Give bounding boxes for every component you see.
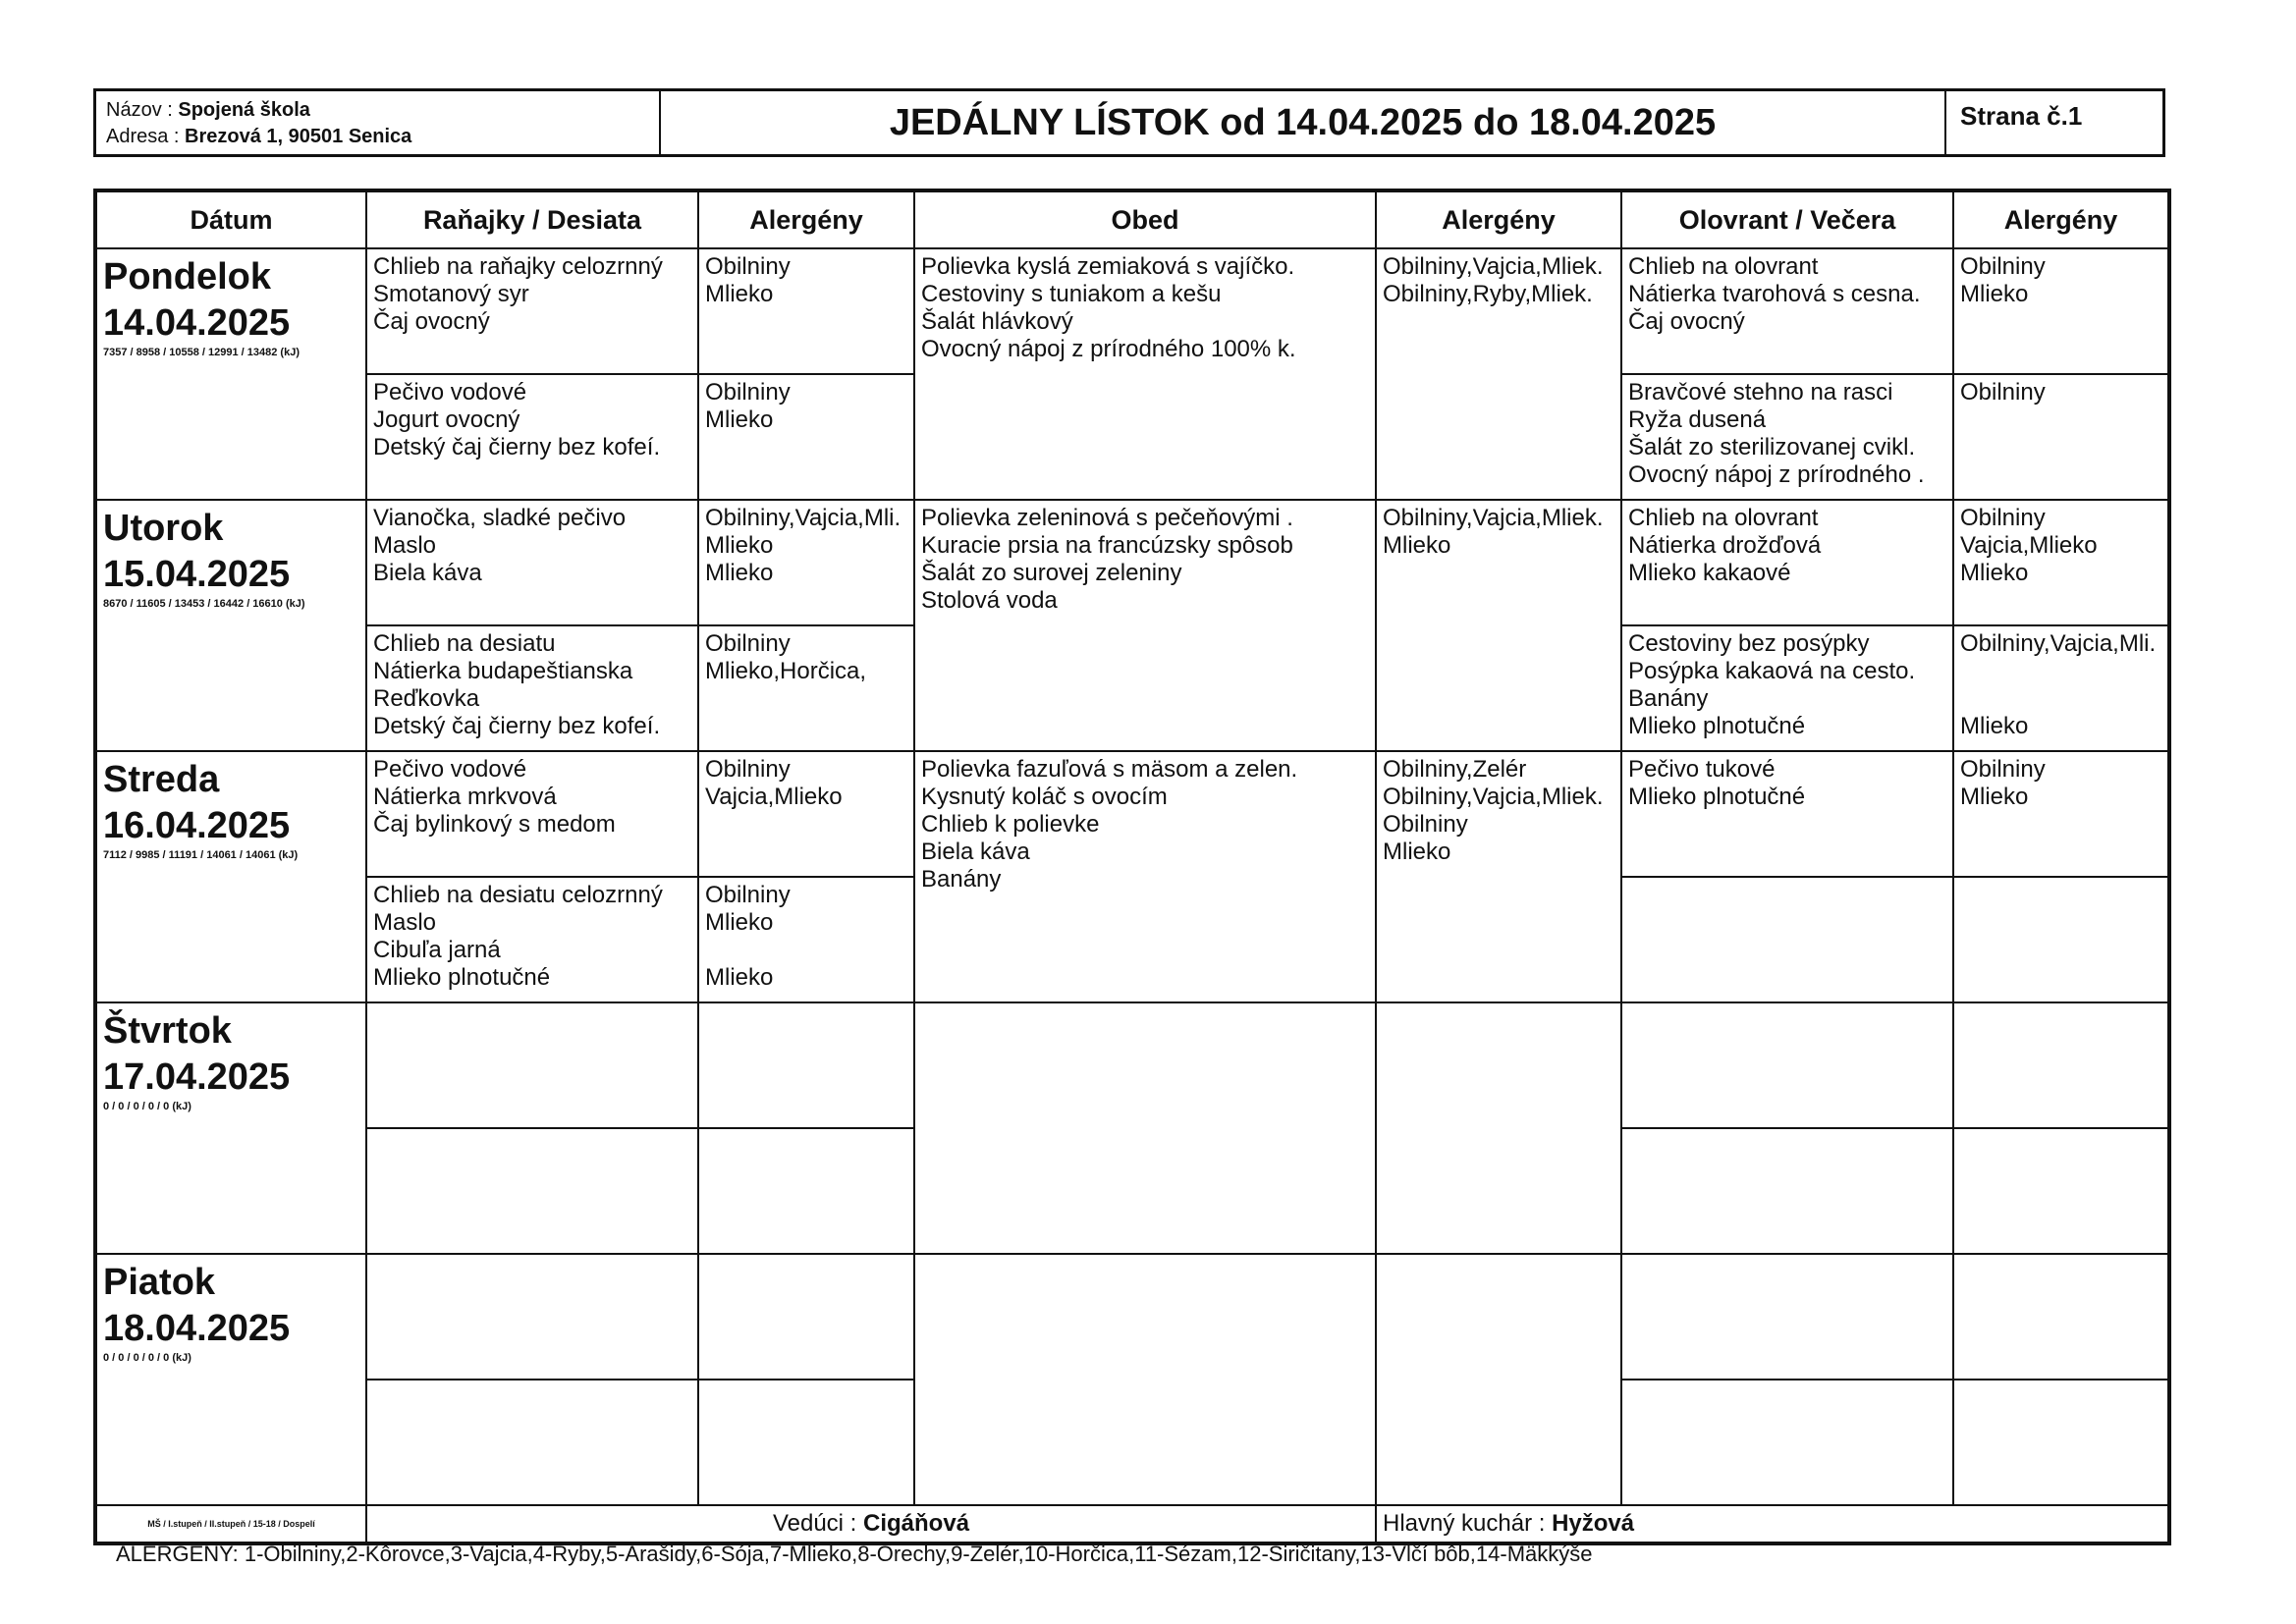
allergen-text: Mlieko	[705, 560, 774, 586]
menu-item: Detský čaj čierny bez kofeí.	[373, 434, 661, 460]
snack-allergens-cell	[1953, 625, 2169, 751]
breakfast-cell	[366, 500, 698, 625]
allergen-text: Mlieko	[705, 406, 774, 433]
name-label: Názov :	[106, 99, 173, 121]
menu-item: Šalát zo surovej zeleniny	[921, 560, 1182, 586]
snack-cell	[1621, 1380, 1953, 1505]
day-cell	[95, 1002, 366, 1254]
manager-name: Cigáňová	[863, 1510, 970, 1537]
menu-item: Chlieb na desiatu	[373, 630, 556, 657]
breakfast-allergens-cell	[698, 248, 914, 374]
snack-cell	[1621, 374, 1953, 500]
allergen-text: Mlieko	[1383, 839, 1451, 865]
day-date: 14.04.2025	[103, 302, 291, 344]
allergen-text: Obilniny	[1960, 379, 2046, 406]
lunch-cell	[914, 1254, 1376, 1505]
footer-row	[95, 1505, 2169, 1543]
lunch-cell	[914, 500, 1376, 751]
day-cell	[95, 248, 366, 500]
menu-item: Cibuľa jarná	[373, 937, 501, 963]
day-date: 16.04.2025	[103, 805, 291, 846]
snack-cell	[1621, 500, 1953, 625]
lunch-allergens-cell	[1376, 248, 1621, 500]
allergen-text	[1960, 685, 2161, 713]
snack-cell	[1621, 751, 1953, 877]
menu-item: Polievka fazuľová s mäsom a zelen.	[921, 756, 1298, 783]
menu-item: Vianočka, sladké pečivo	[373, 505, 627, 531]
col-date: Dátum	[95, 190, 366, 248]
allergen-text: Mlieko	[1960, 784, 2029, 810]
day-row	[95, 1002, 2169, 1128]
allergen-text: Mlieko	[705, 532, 774, 559]
menu-item: Mlieko plnotučné	[1628, 784, 1806, 810]
allergen-text: Mlieko	[1960, 560, 2029, 586]
day-energy: 8670 / 11605 / 13453 / 16442 / 16610 (kJ)	[103, 598, 305, 610]
allergen-text: Mlieko	[1960, 281, 2029, 307]
breakfast-allergens-cell	[698, 625, 914, 751]
menu-item: Chlieb na olovrant	[1628, 505, 1819, 531]
menu-item: Detský čaj čierny bez kofeí.	[373, 713, 661, 739]
day-name: Piatok	[103, 1262, 216, 1303]
snack-cell	[1621, 248, 1953, 374]
menu-item: Maslo	[373, 909, 437, 936]
snack-allergens-cell	[1953, 500, 2169, 625]
allergen-text: Obilniny,Vajcia,Mliek.	[1383, 505, 1604, 531]
allergen-text: Obilniny	[705, 630, 791, 657]
breakfast-cell	[366, 1254, 698, 1380]
breakfast-allergens-cell	[698, 500, 914, 625]
allergen-text: Obilniny,Vajcia,Mliek.	[1383, 784, 1604, 810]
menu-item: Kuracie prsia na francúzsky spôsob	[921, 532, 1293, 559]
allergen-text: Obilniny,Zelér	[1383, 756, 1527, 783]
menu-item: Reďkovka	[373, 685, 480, 712]
snack-allergens-cell	[1953, 877, 2169, 1002]
day-energy: 0 / 0 / 0 / 0 / 0 (kJ)	[103, 1352, 191, 1364]
col-allergens-2: Alergény	[1376, 190, 1621, 248]
snack-cell	[1621, 877, 1953, 1002]
menu-item: Ryža dusená	[1628, 406, 1767, 433]
address-label: Adresa :	[106, 126, 180, 147]
allergen-text: Obilniny	[705, 379, 791, 406]
allergen-text: Obilniny	[705, 756, 791, 783]
chef-name: Hyžová	[1552, 1510, 1635, 1537]
allergen-text: Obilniny,Ryby,Mliek.	[1383, 281, 1593, 307]
groups-note: MŠ / I.stupeň / II.stupeň / 15-18 / Dospelí	[95, 1505, 366, 1543]
menu-item: Biela káva	[373, 560, 482, 586]
breakfast-cell	[366, 248, 698, 374]
day-name: Utorok	[103, 508, 224, 549]
allergen-text: Obilniny	[1383, 811, 1468, 838]
school-info	[96, 91, 661, 154]
page-number: Strana č.1	[1960, 101, 2083, 131]
chef-cell	[1376, 1505, 2169, 1543]
menu-item: Nátierka mrkvová	[373, 784, 557, 810]
menu-item: Jogurt ovocný	[373, 406, 520, 433]
menu-item: Pečivo vodové	[373, 756, 527, 783]
manager-cell	[366, 1505, 1376, 1543]
allergen-text: Mlieko,Horčica,	[705, 658, 867, 684]
allergen-text	[705, 937, 907, 964]
menu-item: Šalát hlávkový	[921, 308, 1073, 335]
page-title: JEDÁLNY LÍSTOK od 14.04.2025 do 18.04.2025	[661, 91, 1946, 154]
breakfast-allergens-cell	[698, 1254, 914, 1380]
menu-item: Cestoviny bez posýpky	[1628, 630, 1870, 657]
snack-allergens-cell	[1953, 248, 2169, 374]
breakfast-allergens-cell	[698, 1380, 914, 1505]
day-energy: 7112 / 9985 / 11191 / 14061 / 14061 (kJ)	[103, 849, 299, 861]
allergen-text: Obilniny,Vajcia,Mliek.	[1383, 253, 1604, 280]
day-energy: 7357 / 8958 / 10558 / 12991 / 13482 (kJ)	[103, 347, 300, 358]
day-cell	[95, 751, 366, 1002]
day-cell	[95, 500, 366, 751]
menu-item: Ovocný nápoj z prírodného .	[1628, 461, 1925, 488]
menu-item: Mlieko plnotučné	[1628, 713, 1806, 739]
menu-item: Ovocný nápoj z prírodného 100% k.	[921, 336, 1296, 362]
snack-allergens-cell	[1953, 1128, 2169, 1254]
breakfast-cell	[366, 877, 698, 1002]
day-name: Streda	[103, 759, 220, 800]
allergen-text: Mlieko	[705, 909, 774, 936]
col-allergens-1: Alergény	[698, 190, 914, 248]
allergen-text	[1960, 658, 2161, 685]
allergen-text: Mlieko	[705, 281, 774, 307]
menu-item: Biela káva	[921, 839, 1030, 865]
breakfast-allergens-cell	[698, 374, 914, 500]
menu-item: Mlieko kakaové	[1628, 560, 1791, 586]
snack-allergens-cell	[1953, 751, 2169, 877]
allergen-legend: ALERGÉNY: 1-Obilniny,2-Kôrovce,3-Vajcia,4-Ryby,5-Arašidy,6-Sója,7-Mlieko,8-Orechy,9-Zelér,10-Horčica,11-Sézam,12-Siričitany,13-Vlčí bôb,14-Mäkkýše	[116, 1542, 1593, 1566]
day-date: 17.04.2025	[103, 1056, 291, 1098]
snack-allergens-cell	[1953, 1254, 2169, 1380]
breakfast-cell	[366, 1002, 698, 1128]
breakfast-cell	[366, 374, 698, 500]
day-row	[95, 751, 2169, 877]
allergen-text: Obilniny	[1960, 253, 2046, 280]
day-cell	[95, 1254, 366, 1505]
day-name: Štvrtok	[103, 1010, 232, 1052]
column-header-row	[95, 190, 2169, 248]
lunch-allergens-cell	[1376, 500, 1621, 751]
allergen-text: Obilniny,Vajcia,Mli.	[1960, 630, 2157, 657]
menu-item: Chlieb na desiatu celozrnný	[373, 882, 663, 908]
menu-item: Chlieb na olovrant	[1628, 253, 1819, 280]
document-header	[93, 88, 2165, 157]
breakfast-allergens-cell	[698, 1002, 914, 1128]
menu-item: Stolová voda	[921, 587, 1058, 614]
menu-body	[95, 248, 2169, 1505]
manager-label: Vedúci :	[772, 1510, 857, 1537]
allergen-text: Obilniny	[705, 253, 791, 280]
snack-allergens-cell	[1953, 374, 2169, 500]
allergen-text: Vajcia,Mlieko	[705, 784, 843, 810]
day-row	[95, 248, 2169, 374]
breakfast-allergens-cell	[698, 1128, 914, 1254]
school-address: Brezová 1, 90501 Senica	[185, 126, 412, 147]
day-energy: 0 / 0 / 0 / 0 / 0 (kJ)	[103, 1101, 191, 1112]
menu-item: Pečivo vodové	[373, 379, 527, 406]
col-allergens-3: Alergény	[1953, 190, 2169, 248]
lunch-allergens-cell	[1376, 1254, 1621, 1505]
menu-item: Maslo	[373, 532, 437, 559]
snack-cell	[1621, 625, 1953, 751]
menu-item: Nátierka drožďová	[1628, 532, 1822, 559]
snack-allergens-cell	[1953, 1002, 2169, 1128]
menu-item: Čaj ovocný	[1628, 308, 1745, 335]
menu-item: Šalát zo sterilizovanej cvikl.	[1628, 434, 1916, 460]
menu-item: Pečivo tukové	[1628, 756, 1776, 783]
allergen-text: Vajcia,Mlieko	[1960, 532, 2098, 559]
school-name: Spojená škola	[178, 99, 310, 121]
allergen-text: Mlieko	[1383, 532, 1451, 559]
menu-item: Čaj ovocný	[373, 308, 490, 335]
menu-item: Nátierka tvarohová s cesna.	[1628, 281, 1921, 307]
lunch-allergens-cell	[1376, 1002, 1621, 1254]
day-row	[95, 1254, 2169, 1380]
menu-item: Polievka zeleninová s pečeňovými .	[921, 505, 1293, 531]
menu-item: Nátierka budapeštianska	[373, 658, 633, 684]
col-snack: Olovrant / Večera	[1621, 190, 1953, 248]
breakfast-allergens-cell	[698, 877, 914, 1002]
lunch-cell	[914, 751, 1376, 1002]
col-breakfast: Raňajky / Desiata	[366, 190, 698, 248]
day-date: 15.04.2025	[103, 554, 291, 595]
breakfast-cell	[366, 1128, 698, 1254]
menu-item: Smotanový syr	[373, 281, 529, 307]
lunch-cell	[914, 248, 1376, 500]
breakfast-cell	[366, 751, 698, 877]
snack-cell	[1621, 1128, 1953, 1254]
breakfast-cell	[366, 1380, 698, 1505]
day-name: Pondelok	[103, 256, 272, 298]
chef-label: Hlavný kuchár :	[1383, 1510, 1546, 1537]
menu-item: Cestoviny s tuniakom a kešu	[921, 281, 1222, 307]
menu-item: Polievka kyslá zemiaková s vajíčko.	[921, 253, 1295, 280]
menu-item: Chlieb k polievke	[921, 811, 1100, 838]
snack-allergens-cell	[1953, 1380, 2169, 1505]
snack-cell	[1621, 1254, 1953, 1380]
breakfast-allergens-cell	[698, 751, 914, 877]
menu-item: Banány	[1628, 685, 1709, 712]
menu-item: Mlieko plnotučné	[373, 964, 551, 991]
menu-item: Banány	[921, 866, 1002, 893]
lunch-allergens-cell	[1376, 751, 1621, 1002]
snack-cell	[1621, 1002, 1953, 1128]
menu-item: Bravčové stehno na rasci	[1628, 379, 1893, 406]
menu-item: Posýpka kakaová na cesto.	[1628, 658, 1916, 684]
allergen-text: Obilniny,Vajcia,Mli.	[705, 505, 902, 531]
menu-item: Čaj bylinkový s medom	[373, 811, 616, 838]
col-lunch: Obed	[914, 190, 1376, 248]
allergen-text: Obilniny	[1960, 756, 2046, 783]
allergen-text: Mlieko	[705, 964, 774, 991]
allergen-text: Obilniny	[705, 882, 791, 908]
breakfast-cell	[366, 625, 698, 751]
day-date: 18.04.2025	[103, 1308, 291, 1349]
menu-item: Chlieb na raňajky celozrnný	[373, 253, 663, 280]
allergen-text: Mlieko	[1960, 713, 2029, 739]
allergen-text: Obilniny	[1960, 505, 2046, 531]
lunch-cell	[914, 1002, 1376, 1254]
menu-table	[93, 189, 2171, 1545]
menu-item: Kysnutý koláč s ovocím	[921, 784, 1168, 810]
day-row	[95, 500, 2169, 625]
